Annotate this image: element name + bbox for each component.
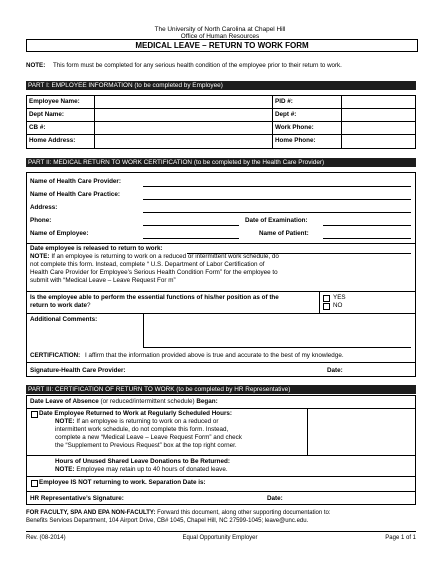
release-date-label: Date employee is released to return to work:: [30, 245, 163, 252]
certification-text: I affirm that the information provided above is true and accurate to the best of my knowledge.: [85, 352, 344, 359]
no-label: NO: [333, 302, 343, 309]
employee-name-label-2: Name of Employee:: [30, 230, 89, 237]
functions-question-line1: Is the employee able to perform the essential functions of his/her position as of the: [30, 294, 279, 301]
part2-heading: PART II: MEDICAL RETURN TO WORK CERTIFICATION (to be completed by the Health Care Provider): [26, 158, 416, 167]
release-note-line4: submit with “Medical Leave – Leave Request For m”: [30, 277, 176, 284]
not-returning-checkbox[interactable]: [31, 480, 38, 487]
leave-absence-line: [30, 398, 218, 406]
not-returning-label: Employee IS NOT returning to work. Separation Date is:: [39, 479, 206, 486]
intro-note-text: This form must be completed for any serious health condition of the employee prior to their return to work.: [52, 62, 342, 69]
unused-hours-note: [55, 466, 228, 474]
returned-note-label: NOTE:: [55, 418, 75, 425]
comments-label: Additional Comments:: [30, 316, 98, 323]
pid-label: PID #:: [275, 98, 293, 105]
footer-divider: [26, 531, 416, 532]
dept-number-label: Dept #:: [275, 111, 297, 118]
certification-label: CERTIFICATION:: [30, 352, 81, 359]
office-name: Office of Human Resources: [180, 33, 260, 40]
part2-provider-section: [26, 172, 416, 377]
yes-label: YES: [333, 294, 346, 301]
page-number-label: Page 1 of 1: [385, 535, 416, 541]
faculty-routing-label: FOR FACULTY, SPA AND EPA NON-FACULTY:: [26, 510, 156, 516]
functions-question-mark: ?: [87, 302, 91, 309]
returned-note-line1: [55, 418, 218, 426]
part1-heading: PART I: EMPLOYEE INFORMATION (to be completed by Employee): [26, 81, 416, 90]
release-note-line2: not complete this form. Instead, complete “ U.S. Department of Labor Certification of: [30, 261, 265, 268]
university-name: The University of North Carolina at Chapel Hill: [154, 26, 286, 33]
revision-label: Rev. (08-2014): [26, 535, 66, 541]
returned-note-line2: intermittent work schedule, do not complete this form. Instead,: [55, 426, 229, 433]
form-title: MEDICAL LEAVE – RETURN TO WORK FORM: [26, 39, 418, 52]
home-address-label: Home Address:: [29, 137, 76, 144]
part3-heading: PART III: CERTIFICATION OF RETURN TO WORK (to be completed by HR Representative): [26, 385, 416, 394]
release-note-label: NOTE:: [30, 253, 50, 260]
returned-note-line4: the “Supplement to Previous Request” box at the top right corner.: [55, 442, 237, 449]
faculty-routing-line1: [26, 510, 331, 518]
returned-note-text1: If an employee is returning to work on a reduced or: [76, 418, 219, 425]
exam-date-label: Date of Examination:: [245, 217, 308, 224]
hr-date-label: Date:: [267, 495, 283, 502]
faculty-routing-text: Forward this document, along other supporting documentation to:: [155, 510, 331, 516]
returned-checkbox[interactable]: [31, 411, 38, 418]
patient-name-label: Name of Patient:: [259, 230, 309, 237]
no-checkbox[interactable]: [323, 303, 330, 310]
unused-note-label: NOTE:: [55, 466, 75, 473]
faculty-routing-address: Benefits Services Department, 104 Airport Drive, CB# 1045, Chapel Hill, NC 27599-1045; leave@unc.edu.: [26, 518, 309, 524]
unused-note-text: Employee may retain up to 40 hours of donated leave.: [76, 466, 228, 473]
began-label: Began:: [196, 398, 218, 405]
provider-signature-label: Signature-Health Care Provider:: [30, 367, 126, 374]
practice-name-label: Name of Health Care Practice:: [30, 191, 120, 198]
part3-hr-section: [26, 395, 416, 505]
certification-line: [30, 352, 344, 360]
provider-name-label: Name of Health Care Provider:: [30, 178, 121, 185]
part1-employee-table: [26, 95, 416, 149]
phone-label: Phone:: [30, 217, 52, 224]
leave-absence-label: Date Leave of Absence: [30, 398, 99, 405]
functions-question-line2: [30, 302, 91, 310]
dept-name-label: Dept Name:: [29, 111, 64, 118]
intro-note-label: NOTE:: [26, 62, 46, 69]
equal-opportunity-label: Equal Opportunity Employer: [182, 535, 258, 541]
home-phone-label: Home Phone:: [275, 137, 316, 144]
functions-question-date: return to work date: [30, 302, 88, 309]
work-phone-label: Work Phone:: [275, 124, 314, 131]
provider-date-label: Date:: [327, 367, 343, 374]
yes-checkbox[interactable]: [323, 295, 330, 302]
release-note-line1: [30, 253, 279, 261]
intro-note: [26, 62, 418, 70]
address-label: Address:: [30, 204, 58, 211]
release-note-text1: If an employee is returning to work on a reduced or intermittent work schedule, do: [51, 253, 279, 260]
release-note-line3: Health Care Provider for Employee’s Serious Health Condition Form” for the employee to: [30, 269, 278, 276]
unused-hours-label: Hours of Unused Shared Leave Donations to Be Returned:: [55, 458, 230, 465]
employee-name-label: Employee Name:: [29, 98, 80, 105]
returned-note-line3: complete a new “Medical Leave – Leave Request Form” and check: [55, 434, 242, 441]
cb-label: CB #:: [29, 124, 46, 131]
hr-signature-label: HR Representative’s Signature:: [30, 495, 124, 502]
returned-label: Date Employee Returned to Work at Regularly Scheduled Hours:: [39, 410, 233, 417]
leave-absence-detail: (or reduced/intermittent schedule): [98, 398, 197, 405]
